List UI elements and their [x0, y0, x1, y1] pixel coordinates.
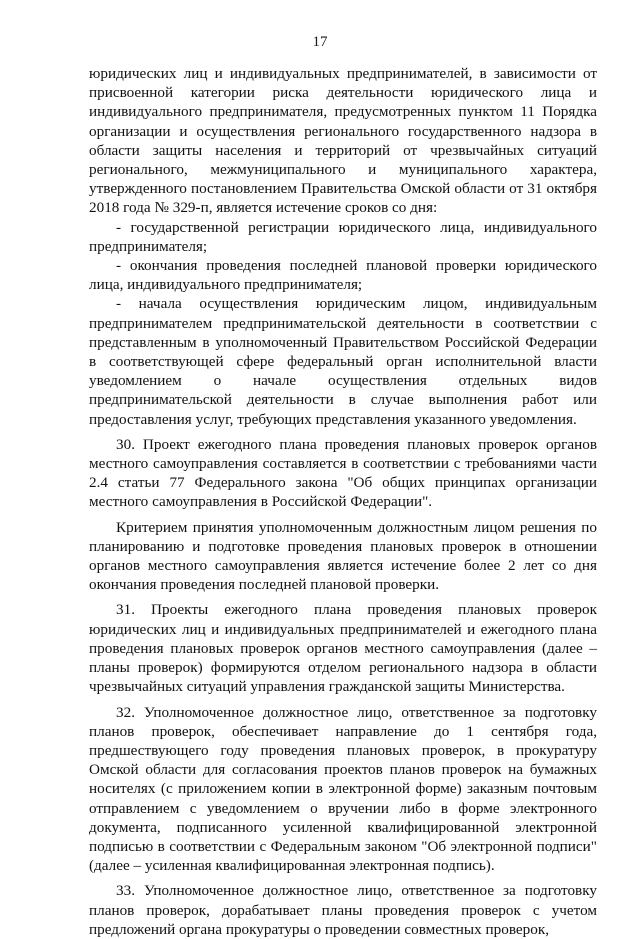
- paragraph-30-criterion: Критерием принятия уполномоченным должностным лицом решения по планированию и подготовке проведения плановых проверок в отношении органов местного самоуправления является истечение более 2 лет со дня окончания проведения последней плановой проверки.: [89, 518, 597, 594]
- paragraph-31: 31. Проекты ежегодного плана проведения плановых проверок юридических лиц и индивидуальных предпринимателей и ежегодного плана проведения плановых проверок органов местного самоуправления (далее – планы проверок) формируются отделом регионального надзора в области чрезвычайных ситуаций управления гражданской защиты Министерства.: [89, 601, 597, 696]
- page-number: 17: [312, 34, 328, 50]
- list-item-last-inspection: - окончания проведения последней плановой проверки юридического лица, индивидуального предпринимателя;: [89, 257, 597, 294]
- paragraph-intro-continuation: юридических лиц и индивидуальных предпринимателей, в зависимости от присвоенной категории риска деятельности юридического лица и индивидуального предпринимателя, предусмотренных пунктом 11 Порядка организации и осуществления регионального государственного надзора в области защиты населения и территорий от чрезвычайных ситуаций регионального, межмуниципального и муниципального характера, утвержденного постановлением Правительства Омской области от 31 октября 2018 года № 329-п, является истечение сроков со дня:: [89, 65, 597, 217]
- paragraph-32: 32. Уполномоченное должностное лицо, ответственное за подготовку планов проверок, обеспечивает направление до 1 сентября года, предшествующего году проведения плановых проверок, в прокуратуру Омской области для согласования проектов планов проверок на бумажных носителях (с приложением копии в электронной форме) заказным почтовым отправлением с уведомлением о вручении либо в форме электронного документа, подписанного усиленной квалифицированной электронной подписью в соответствии с Федеральным законом "Об электронной подписи" (далее – усиленная квалифицированная электронная подпись).: [89, 703, 597, 875]
- list-item-state-registration: - государственной регистрации юридического лица, индивидуального предпринимателя;: [89, 218, 597, 255]
- document-body: [89, 64, 597, 939]
- paragraph-30: 30. Проект ежегодного плана проведения плановых проверок органов местного самоуправления составляется в соответствии с требованиями части 2.4 статьи 77 Федерального закона "Об общих принципах организации местного самоуправления в Российской Федерации".: [89, 435, 597, 511]
- paragraph-33: 33. Уполномоченное должностное лицо, ответственное за подготовку планов проверок, дорабатывает планы проведения проверок с учетом предложений органа прокуратуры о проведении совместных проверок,: [89, 882, 597, 938]
- list-item-business-start: - начала осуществления юридическим лицом, индивидуальным предпринимателем предпринимательской деятельности в соответствии с представленным в уполномоченный Правительством Российской Федерации в соответствующей сфере федеральный орган исполнительной власти уведомлением о начале осуществления отдельных видов предпринимательской деятельности в случае выполнения работ или предоставления услуг, требующих представления указанного уведомления.: [89, 295, 597, 428]
